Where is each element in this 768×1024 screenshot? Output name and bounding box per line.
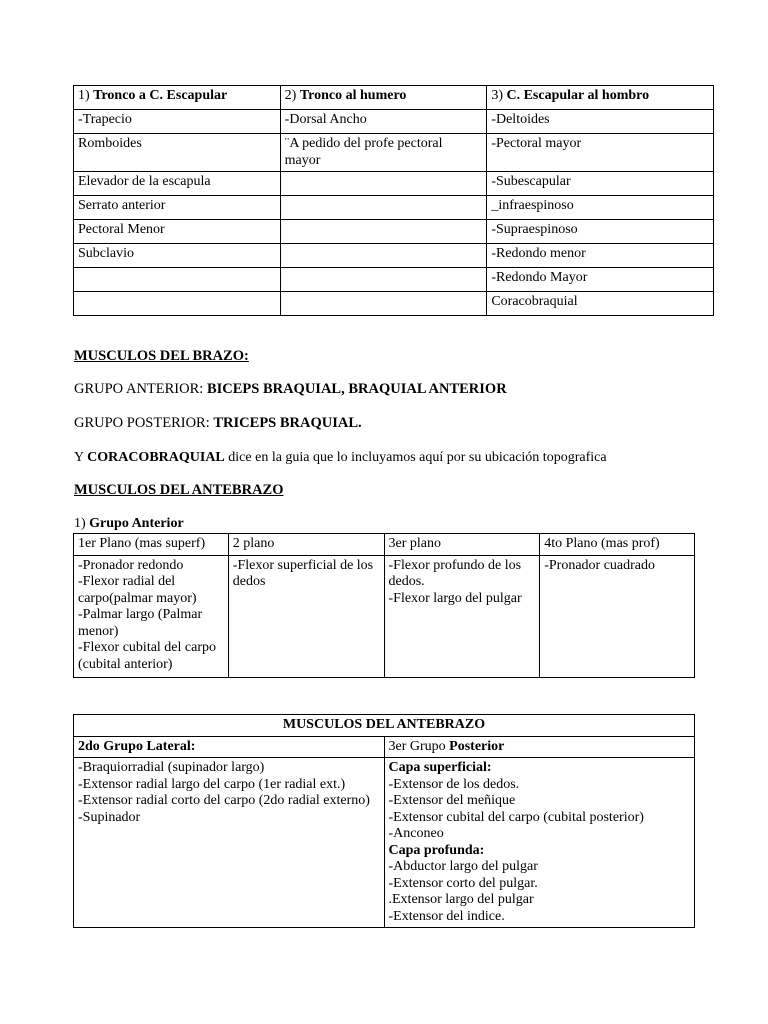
table-cell: Pectoral Menor bbox=[74, 220, 281, 244]
table-row bbox=[74, 220, 714, 244]
table-cell bbox=[228, 555, 384, 677]
table-cell bbox=[280, 268, 487, 292]
grupo-anterior-value: BICEPS BRAQUIAL, BRAQUIAL ANTERIOR bbox=[206, 381, 507, 397]
table-cell bbox=[74, 292, 281, 316]
posterior-cell bbox=[384, 758, 695, 928]
list-item: -Palmar largo (Palmar menor) bbox=[78, 607, 203, 639]
table-row bbox=[74, 555, 695, 677]
list-item: -Extensor del meñique bbox=[388, 793, 516, 808]
list-item: -Braquiorradial (supinador largo) bbox=[78, 760, 265, 775]
list-item: -Supinador bbox=[78, 809, 141, 825]
list-item: -Extensor del indice. bbox=[388, 908, 505, 924]
forearm-anterior-table bbox=[73, 533, 695, 678]
forearm-lateral-posterior-table bbox=[73, 714, 695, 928]
table-header-row bbox=[74, 534, 695, 556]
list-item: -Extensor de los dedos. bbox=[388, 776, 520, 792]
table-cell bbox=[280, 196, 487, 220]
table-row bbox=[74, 134, 714, 172]
grupo-anterior-line bbox=[74, 381, 507, 398]
table-row bbox=[74, 196, 714, 220]
table-row bbox=[74, 110, 714, 134]
header-cell: 4to Plano (mas prof) bbox=[540, 534, 695, 556]
list-item: -Flexor superficial de los dedos bbox=[232, 557, 374, 589]
table-cell bbox=[384, 555, 540, 677]
header-cell: 3er plano bbox=[384, 534, 540, 556]
table-cell: Serrato anterior bbox=[74, 196, 281, 220]
coracobraquial-note: Y CORACOBRAQUIAL dice en la guia que lo incluyamos aquí por su ubicación topografica bbox=[74, 450, 607, 465]
list-item: -Flexor radial del carpo(palmar mayor) bbox=[78, 574, 197, 606]
profunda-label: Capa profunda: bbox=[388, 842, 485, 858]
table-cell bbox=[540, 555, 695, 677]
table-cell bbox=[280, 244, 487, 268]
grupo-posterior-value: TRICEPS BRAQUIAL. bbox=[213, 415, 362, 431]
table-cell bbox=[280, 220, 487, 244]
lateral-cell bbox=[74, 758, 385, 928]
list-item: -Extensor radial corto del carpo (2do radial externo) bbox=[78, 793, 370, 808]
list-item: -Pronador redondo bbox=[78, 557, 184, 573]
superficial-label: Capa superficial: bbox=[388, 760, 492, 775]
table-title-row bbox=[74, 715, 695, 737]
table-cell: ¨A pedido del profe pectoral mayor bbox=[280, 134, 487, 172]
list-item: -Flexor profundo de los dedos. bbox=[388, 557, 522, 589]
list-item: -Abductor largo del pulgar bbox=[388, 859, 538, 874]
table-cell: Subclavio bbox=[74, 244, 281, 268]
table-cell: -Deltoides bbox=[487, 110, 714, 134]
list-item: -Flexor cubital del carpo (cubital anterior) bbox=[78, 640, 217, 672]
list-item: -Extensor radial largo del carpo (1er radial ext.) bbox=[78, 776, 346, 792]
header-cell: 2) Tronco al humero bbox=[280, 86, 487, 110]
table-cell: -Supraespinoso bbox=[487, 220, 714, 244]
table-row bbox=[74, 244, 714, 268]
list-item: .Extensor largo del pulgar bbox=[388, 892, 534, 907]
header-cell: 1) Tronco a C. Escapular bbox=[74, 86, 281, 110]
table-cell bbox=[74, 268, 281, 292]
table-row bbox=[74, 758, 695, 928]
table-cell: -Pectoral mayor bbox=[487, 134, 714, 172]
list-item: -Pronador cuadrado bbox=[544, 557, 656, 573]
table-cell bbox=[280, 292, 487, 316]
table-row bbox=[74, 292, 714, 316]
table-cell bbox=[280, 172, 487, 196]
list-item: -Flexor largo del pulgar bbox=[388, 590, 522, 606]
grupo-posterior-label: GRUPO POSTERIOR: bbox=[74, 415, 214, 431]
table-cell: Romboides bbox=[74, 134, 281, 172]
table-row bbox=[74, 172, 714, 196]
table-header-row bbox=[74, 736, 695, 758]
table-cell: -Redondo Mayor bbox=[487, 268, 714, 292]
antebrazo-title: MUSCULOS DEL ANTEBRAZO bbox=[74, 482, 284, 498]
table-cell: Coracobraquial bbox=[487, 292, 714, 316]
table-row bbox=[74, 268, 714, 292]
table-cell: -Dorsal Ancho bbox=[280, 110, 487, 134]
table-cell: Elevador de la escapula bbox=[74, 172, 281, 196]
table-cell bbox=[74, 555, 229, 677]
table-header-row bbox=[74, 86, 714, 110]
table-cell: -Subescapular bbox=[487, 172, 714, 196]
table-cell: _infraespinoso bbox=[487, 196, 714, 220]
table-cell: -Trapecio bbox=[74, 110, 281, 134]
grupo-anterior-heading: 1) Grupo Anterior bbox=[74, 516, 184, 531]
brazo-title: MUSCULOS DEL BRAZO: bbox=[74, 348, 249, 364]
shoulder-muscles-table bbox=[73, 85, 714, 316]
header-cell: 3) C. Escapular al hombro bbox=[487, 86, 714, 110]
list-item: -Anconeo bbox=[388, 826, 444, 841]
header-cell: 1er Plano (mas superf) bbox=[74, 534, 229, 556]
table-cell: -Redondo menor bbox=[487, 244, 714, 268]
header-cell: 2 plano bbox=[228, 534, 384, 556]
table-title: MUSCULOS DEL ANTEBRAZO bbox=[74, 715, 695, 737]
grupo-anterior-label: GRUPO ANTERIOR: bbox=[74, 381, 207, 397]
posterior-header: 3er Grupo Posterior bbox=[384, 736, 695, 758]
grupo-posterior-line bbox=[74, 415, 362, 432]
list-item: -Extensor cubital del carpo (cubital posterior) bbox=[388, 809, 644, 825]
list-item: -Extensor corto del pulgar. bbox=[388, 875, 538, 891]
lateral-header: 2do Grupo Lateral: bbox=[74, 736, 385, 758]
